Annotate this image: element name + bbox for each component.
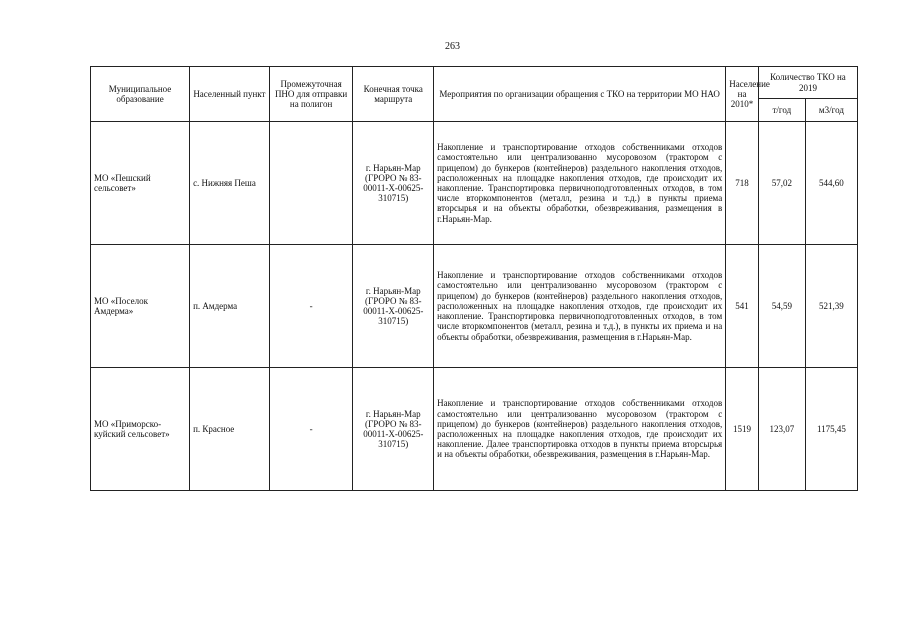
cell-tko-m3: 544,60 xyxy=(805,122,857,245)
cell-tko-tons: 57,02 xyxy=(758,122,805,245)
cell-tko-tons: 54,59 xyxy=(758,245,805,368)
table-row xyxy=(91,245,858,368)
cell-tko-m3: 1175,45 xyxy=(805,368,857,491)
cell-intermediate-pno: - xyxy=(269,368,353,491)
table-row xyxy=(91,122,858,245)
header-intermediate-pno: Промежуточная ПНО для отправки на полигон xyxy=(269,67,353,122)
cell-municipality: МО «Приморско-куйский сельсовет» xyxy=(91,368,190,491)
cell-population: 1519 xyxy=(726,368,759,491)
table-header xyxy=(91,67,858,122)
cell-measures: Накопление и транспортирование отходов собственниками отходов самостоятельно или централизованно мусоровозом (трактором с прицепом) до бункеров (контейнеров) раздельного накопления отходов, расположенных на площадке накопления отходов, где происходит их накопление. Транспортировка первичноподготовленных отходов, в том числе вторкомпонентов (металл, резина и т.д.), в пункты их приема и на объекты обработки, обезвреживания, размещения в г.Нарьян-Мар. xyxy=(434,245,726,368)
cell-tko-m3: 521,39 xyxy=(805,245,857,368)
cell-intermediate-pno xyxy=(269,122,353,245)
cell-population: 718 xyxy=(726,122,759,245)
cell-measures: Накопление и транспортирование отходов собственниками отходов самостоятельно или централизованно мусоровозом (трактором с прицепом) до бункеров (контейнеров) раздельного накопления отходов, расположенных на площадке накопления отходов, где происходит их накопление. Далее транспортировка отходов в пункты приема вторсырья и на объекты обработки, обезвреживания, размещения в г.Нарьян-Мар. xyxy=(434,368,726,491)
cell-settlement: п. Красное xyxy=(190,368,270,491)
header-tko-amount: Количество ТКО на 2019 xyxy=(758,67,857,99)
header-tko-m3: м3/год xyxy=(805,99,857,122)
header-population: Население на 2010* xyxy=(726,67,759,122)
table-row xyxy=(91,368,858,491)
cell-population: 541 xyxy=(726,245,759,368)
cell-tko-tons: 123,07 xyxy=(758,368,805,491)
header-tko-tons: т/год xyxy=(758,99,805,122)
header-settlement: Населенный пункт xyxy=(190,67,270,122)
header-measures: Мероприятия по организации обращения с ТКО на территории МО НАО xyxy=(434,67,726,122)
cell-settlement: с. Нижняя Пеша xyxy=(190,122,270,245)
header-final-point: Конечная точка маршрута xyxy=(353,67,434,122)
page-number: 263 xyxy=(445,41,460,52)
cell-municipality: МО «Пешский сельсовет» xyxy=(91,122,190,245)
cell-municipality: МО «Поселок Амдерма» xyxy=(91,245,190,368)
cell-settlement: п. Амдерма xyxy=(190,245,270,368)
cell-final-point: г. Нарьян-Мар (ГРОРО № 83-00011-Х-00625-310715) xyxy=(353,122,434,245)
cell-measures: Накопление и транспортирование отходов собственниками отходов самостоятельно или централизованно мусоровозом (трактором с прицепом) до бункеров (контейнеров) раздельного накопления отходов, расположенных на площадке накопления отходов, где происходит их накопление. Транспортировка первичноподготовленных отходов, в том числе вторкомпонентов (металл, резина и т.д.) в пункты приема вторсырья и на объекты обработки, обезвреживания, размещения в г.Нарьян-Мар. xyxy=(434,122,726,245)
cell-intermediate-pno: - xyxy=(269,245,353,368)
cell-final-point: г. Нарьян-Мар (ГРОРО № 83-00011-Х-00625-310715) xyxy=(353,368,434,491)
tko-routes-table xyxy=(90,66,858,491)
table-body xyxy=(91,122,858,491)
header-municipality: Муниципальное образование xyxy=(91,67,190,122)
cell-final-point: г. Нарьян-Мар (ГРОРО № 83-00011-Х-00625-310715) xyxy=(353,245,434,368)
